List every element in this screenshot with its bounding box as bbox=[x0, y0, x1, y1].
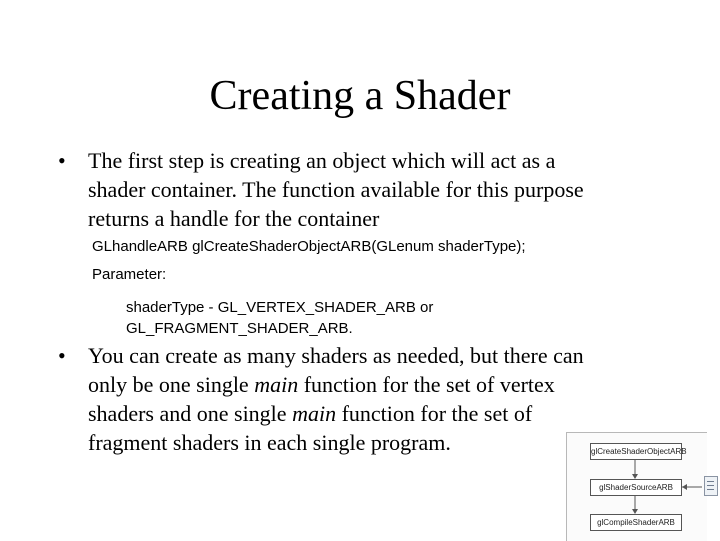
bullet-1-line-1: The first step is creating an object which will act as a bbox=[88, 148, 556, 173]
document-icon-line bbox=[707, 481, 714, 482]
bullet-1-line-3: returns a handle for the container bbox=[88, 206, 380, 231]
bullet-2-line-3 bbox=[88, 399, 584, 428]
text-segment: shaders and one single bbox=[88, 401, 293, 426]
arrowhead-3 bbox=[682, 484, 687, 490]
emphasis-main: main bbox=[292, 401, 337, 426]
text-segment: function for the set of vertex bbox=[298, 372, 555, 397]
parameter-line-1: shaderType - GL_VERTEX_SHADER_ARB or bbox=[126, 299, 434, 316]
emphasis-main: main bbox=[254, 372, 299, 397]
document-icon bbox=[704, 476, 718, 496]
diagram-box-source: glShaderSourceARB bbox=[590, 479, 682, 496]
bullet-marker: • bbox=[58, 343, 66, 368]
parameter-line-2: GL_FRAGMENT_SHADER_ARB. bbox=[126, 320, 353, 337]
function-signature: GLhandleARB glCreateShaderObjectARB(GLenum shaderType); bbox=[92, 238, 526, 255]
parameter-description bbox=[126, 297, 433, 339]
document-icon-line bbox=[707, 485, 714, 486]
parameter-heading: Parameter: bbox=[92, 266, 167, 283]
diagram-box-compile: glCompileShaderARB bbox=[590, 514, 682, 531]
slide-title: Creating a Shader bbox=[209, 73, 511, 119]
text-segment: function for the set of bbox=[336, 401, 533, 426]
document-icon-line bbox=[707, 489, 714, 490]
diagram-box-create: glCreateShaderObjectARB bbox=[590, 443, 682, 460]
bullet-2-line-2 bbox=[88, 370, 584, 399]
bullet-2-line-1: You can create as many shaders as needed, but there can bbox=[88, 343, 584, 368]
bullet-1-line-2: shader container. The function available for this purpose bbox=[88, 177, 584, 202]
bullet-2-line-4: fragment shaders in each single program. bbox=[88, 430, 451, 455]
text-segment: only be one single bbox=[88, 372, 255, 397]
bullet-1-text bbox=[88, 146, 584, 233]
bullet-marker: • bbox=[58, 148, 66, 173]
bullet-2-text bbox=[88, 341, 584, 457]
shader-flow-diagram bbox=[566, 432, 720, 540]
